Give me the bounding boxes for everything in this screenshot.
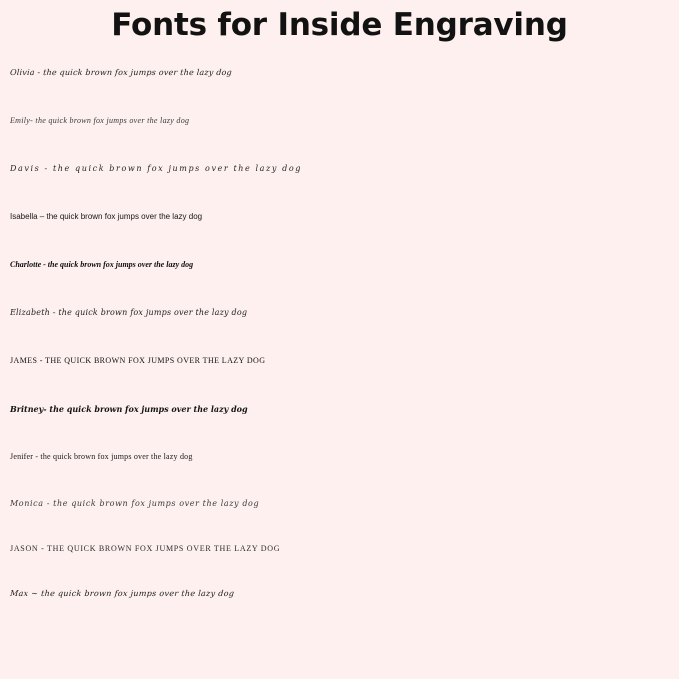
font-sample-row-elizabeth: Elizabeth - the quick brown fox jumps over the lazy dog [10,308,248,318]
font-sample-row-jenifer: Jenifer - the quick brown fox jumps over the lazy dog [10,452,193,462]
font-sample-row-emily: Emily- the quick brown fox jumps over the lazy dog [10,116,190,126]
font-sample-row-jason: JASON - THE QUICK BROWN FOX JUMPS OVER THE LAZY DOG [10,544,281,554]
font-sample-row-monica: Monica - the quick brown fox jumps over the lazy dog [10,499,260,509]
font-sample-row-james: JAMES - THE QUICK BROWN FOX JUMPS OVER THE LAZY DOG [10,356,266,366]
font-sample-row-max: Max ~ the quick brown fox jumps over the lazy dog [9,589,235,599]
font-sample-row-olivia: Olivia - the quick brown fox jumps over the lazy dog [9,67,233,77]
font-sample-row-isabella: Isabella – the quick brown fox jumps over the lazy dog [10,212,203,222]
page-title: Fonts for Inside Engraving [111,7,568,43]
font-sample-row-charlotte: Charlotte - the quick brown fox jumps over the lazy dog [10,260,194,270]
font-sample-list [8,48,671,679]
font-sample-row-britney: Britney- the quick brown fox jumps over the lazy dog [10,404,248,415]
font-sample-row-davis: Davis - the quick brown fox jumps over the lazy dog [10,164,302,174]
